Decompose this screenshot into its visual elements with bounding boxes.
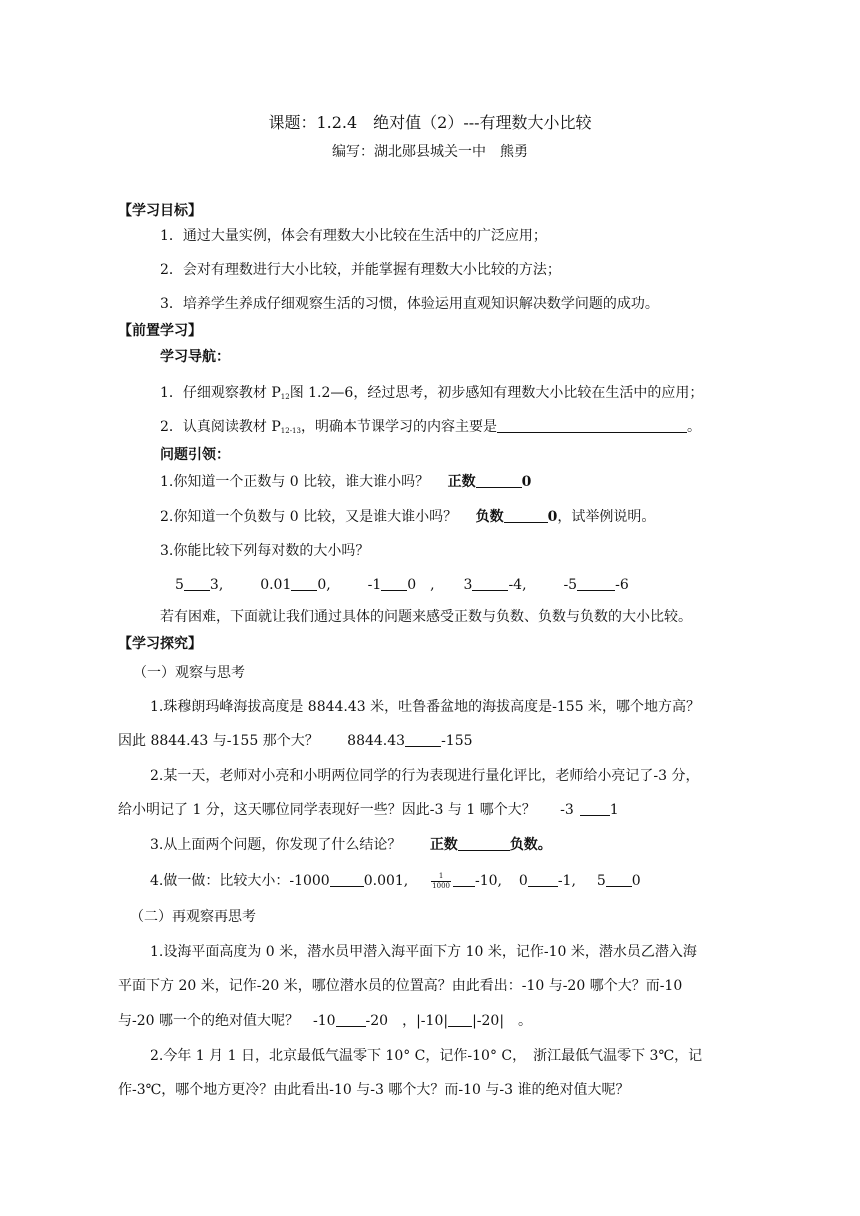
guide-heading: 问题引领： bbox=[160, 447, 230, 463]
objectives-heading: 【学习目标】 bbox=[118, 203, 202, 219]
pair-left: 8844.43 bbox=[347, 733, 406, 749]
objective-item: 2．会对有理数进行大小比较，并能掌握有理数大小比较的方法； bbox=[160, 262, 561, 278]
fill-blank[interactable] bbox=[577, 575, 615, 591]
pair-left: 5 bbox=[175, 577, 184, 593]
pair-right: 1 bbox=[609, 802, 619, 818]
pair-left: -3 bbox=[560, 802, 574, 818]
s2-problem-1-line1: 1.设海平面高度为 0 米，潜水员甲潜入海平面下方 10 米，记作-10 米，潜水员乙潜入海 bbox=[150, 944, 697, 960]
s2-problem-1-middle: -20 ，|-10| bbox=[365, 1013, 449, 1029]
nav-item-1 bbox=[160, 383, 703, 407]
s1-problem-1-question: 因此 8844.43 与-155 那个大？ bbox=[118, 733, 319, 749]
s1-problem-2-question: 给小明记了 1 分，这天哪位同学表现好一些？因此-3 与 1 哪个大？ bbox=[118, 802, 536, 818]
s2-problem-1-end: |-20| 。 bbox=[472, 1013, 533, 1029]
pair-left: 0.01 bbox=[260, 577, 292, 593]
pair-left: 3 bbox=[463, 577, 473, 593]
nav-item-1-rest: 图 1.2—6，经过思考，初步感知有理数大小比较在生活中的应用； bbox=[289, 385, 704, 401]
s1-problem-3-text: 3.从上面两个问题，你发现了什么结论？ bbox=[150, 837, 402, 853]
answer-term: 负数。 bbox=[509, 837, 552, 853]
s1-problem-2-line2 bbox=[118, 800, 619, 820]
answer-term: 0 bbox=[521, 474, 532, 490]
section-1-title: （一）观察与思考 bbox=[133, 665, 245, 681]
fill-blank[interactable] bbox=[381, 575, 407, 591]
nav-item-2-rest: ，明确本节课学习的内容主要是 bbox=[300, 419, 497, 435]
s2-problem-1-question: 与-20 哪一个的绝对值大呢？ -10 bbox=[118, 1013, 336, 1029]
fill-blank[interactable] bbox=[497, 417, 687, 433]
explore-heading: 【学习探究】 bbox=[118, 636, 202, 652]
question-3: 3.你能比较下列每对数的大小吗？ bbox=[160, 543, 370, 559]
fill-blank[interactable] bbox=[458, 835, 510, 851]
answer-term: 正数 bbox=[447, 474, 476, 490]
s1-problem-4-text: 4.做一做：比较大小：-1000 bbox=[150, 873, 330, 889]
s1-problem-3 bbox=[150, 835, 552, 855]
pair-right: 3, bbox=[209, 577, 224, 593]
s2-problem-2-line1: 2.今年 1 月 1 日，北京最低气温零下 10° C，记作-10° C， 浙江最低气温零下 3℃，记 bbox=[150, 1048, 703, 1064]
fraction-one-thousandth bbox=[431, 872, 451, 891]
page-ref-subscript: 12-13 bbox=[280, 427, 301, 435]
answer-term: 0 bbox=[547, 509, 558, 525]
question-2-end: ，试举例说明。 bbox=[557, 509, 656, 525]
s1-problem-2-line1: 2.某一天，老师对小亮和小明两位同学的行为表现进行量化评比，老师给小亮记了-3 分， bbox=[150, 768, 700, 784]
fill-blank[interactable] bbox=[476, 472, 522, 488]
pair-right: -6 bbox=[615, 577, 629, 593]
fill-blank[interactable] bbox=[504, 507, 548, 523]
question-2-text: 2.你知道一个负数与 0 比较，又是谁大谁小吗？ bbox=[160, 509, 458, 525]
fill-blank[interactable] bbox=[472, 575, 508, 591]
question-1 bbox=[160, 472, 531, 492]
fill-blank[interactable] bbox=[448, 1011, 472, 1027]
s2-problem-2-line2: 作-3℃，哪个地方更冷？由此看出-10 与-3 哪个大？而-10 与-3 谁的绝对值大呢？ bbox=[118, 1082, 630, 1098]
question-2 bbox=[160, 507, 655, 527]
section-2-title: （二）再观察再思考 bbox=[130, 909, 256, 925]
s1-problem-4 bbox=[150, 871, 641, 891]
pair-right: -155 bbox=[441, 733, 473, 749]
nav-item-2-text: 2．认真阅读教材 P bbox=[160, 419, 281, 435]
fill-blank[interactable] bbox=[580, 800, 610, 816]
compare-pairs bbox=[175, 575, 629, 595]
nav-item-2-end: 。 bbox=[686, 419, 701, 435]
fill-blank[interactable] bbox=[184, 575, 210, 591]
pair-right: 0, bbox=[317, 577, 331, 593]
preview-heading: 【前置学习】 bbox=[118, 323, 202, 339]
fill-blank[interactable] bbox=[528, 871, 558, 887]
pair-right: 0 bbox=[631, 873, 641, 889]
nav-heading: 学习导航： bbox=[160, 349, 230, 365]
pair-left: 5 bbox=[596, 873, 606, 889]
page-ref-subscript: 12 bbox=[280, 393, 290, 401]
fill-blank[interactable] bbox=[291, 575, 317, 591]
nav-item-1-text: 1．仔细观察教材 P bbox=[160, 385, 281, 401]
pair-right: -1, bbox=[557, 873, 576, 889]
fraction-numerator: 1 bbox=[431, 872, 451, 882]
pair-left: 0 bbox=[518, 873, 528, 889]
fill-blank[interactable] bbox=[405, 731, 441, 747]
fill-blank[interactable] bbox=[606, 871, 632, 887]
transition-text: 若有困难，下面就让我们通过具体的问题来感受正数与负数、负数与负数的大小比较。 bbox=[160, 609, 692, 625]
pair-right: -10, bbox=[474, 873, 502, 889]
pair-left: -5 bbox=[563, 577, 578, 593]
s2-problem-1-line3 bbox=[118, 1011, 532, 1031]
author-line: 编写：湖北郧县城关一中 熊勇 bbox=[332, 144, 528, 160]
pair-right: 0.001, bbox=[363, 873, 409, 889]
fraction-denominator: 1000 bbox=[432, 881, 450, 890]
page-title: 课题：1.2.4 绝对值（2）---有理数大小比较 bbox=[268, 113, 592, 132]
fill-blank[interactable] bbox=[330, 871, 364, 887]
objective-item: 1．通过大量实例，体会有理数大小比较在生活中的广泛应用； bbox=[160, 228, 547, 244]
fill-blank[interactable] bbox=[453, 871, 475, 887]
s1-problem-1-line2 bbox=[118, 731, 473, 751]
objective-item: 3．培养学生养成仔细观察生活的习惯，体验运用直观知识解决数学问题的成功。 bbox=[160, 296, 659, 312]
s1-problem-1-line1: 1.珠穆朗玛峰海拔高度是 8844.43 米，吐鲁番盆地的海拔高度是-155 米，哪个地方高？ bbox=[150, 699, 701, 715]
question-1-text: 1.你知道一个正数与 0 比较，谁大谁小吗？ bbox=[160, 474, 430, 490]
answer-term: 正数 bbox=[429, 837, 458, 853]
s2-problem-1-line2: 平面下方 20 米，记作-20 米，哪位潜水员的位置高？由此看出：-10 与-20 哪个大？而-10 bbox=[118, 978, 683, 994]
fill-blank[interactable] bbox=[336, 1011, 366, 1027]
nav-item-2 bbox=[160, 417, 701, 441]
answer-term: 负数 bbox=[475, 509, 504, 525]
pair-right: 0 , bbox=[407, 577, 435, 593]
pair-right: -4, bbox=[508, 577, 527, 593]
pair-left: -1 bbox=[367, 577, 382, 593]
